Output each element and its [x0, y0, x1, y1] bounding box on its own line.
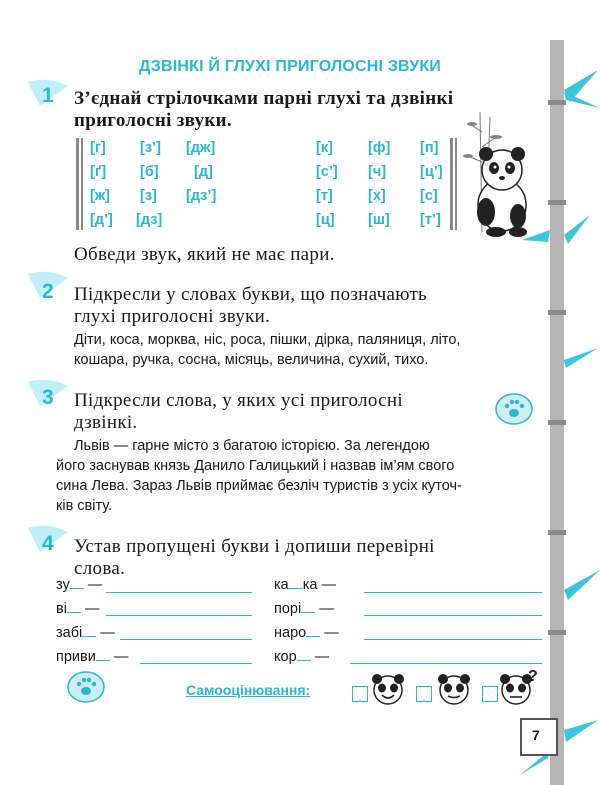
task-2-title-line2: глухі приголосні звуки.: [74, 306, 271, 327]
word-row: [56, 598, 99, 617]
task-3-text-line1: Львів — гарне місто з багатою історією. За легендою: [74, 438, 430, 454]
sound: [ш]: [368, 212, 390, 228]
letter-blank[interactable]: [306, 622, 320, 637]
sound: [к]: [316, 140, 333, 156]
task-2-number: 2: [42, 280, 54, 303]
dash: —: [324, 625, 339, 641]
sound: [д’]: [90, 212, 113, 228]
task-1-title-line1: З’єднай стрілочками парні глухі та дзвінкі: [74, 88, 454, 109]
letter-blank[interactable]: [70, 574, 84, 589]
sound: [з]: [140, 188, 157, 204]
dash: —: [87, 577, 103, 593]
dash: —: [100, 625, 115, 641]
sound: [ф]: [368, 140, 391, 156]
sound: [дж]: [186, 140, 216, 156]
answer-line[interactable]: [140, 663, 252, 664]
dash: —: [319, 601, 334, 617]
word-row: [274, 574, 336, 593]
word-end: ка: [302, 577, 318, 593]
sound: [б]: [140, 164, 159, 180]
panda-bamboo-icon: [460, 112, 530, 237]
sound: [ц’]: [420, 164, 443, 180]
answer-line[interactable]: [120, 639, 252, 640]
sound: [с]: [420, 188, 438, 204]
self-assessment-label: Самооцінювання:: [186, 682, 311, 698]
task-3-text-line4: ків світу.: [56, 498, 113, 514]
panda-neutral-icon: [434, 672, 474, 706]
word-row: [274, 622, 339, 641]
task-4-title-line2: слова.: [74, 558, 126, 579]
task-3-title-line1: Підкресли слова, у яких усі приголосні: [74, 390, 403, 411]
word-row: [56, 574, 102, 593]
sound: [х]: [368, 188, 386, 204]
right-bracket: [450, 138, 453, 230]
dash: —: [84, 601, 100, 617]
sound: [г]: [90, 140, 106, 156]
letter-blank[interactable]: [82, 622, 96, 637]
word-row: [274, 598, 334, 617]
answer-line[interactable]: [106, 592, 252, 593]
sound: [с’]: [316, 164, 338, 180]
word-row: [56, 622, 115, 641]
sound: [т’]: [420, 212, 441, 228]
task-3-text-line3: сина Лева. Зараз Львів приймає безліч туристів з усіх куточ-: [56, 478, 462, 494]
task-3-text-line2: його заснував князь Данило Галицький і назвав ім’ям свого: [56, 458, 455, 474]
sound: [дз]: [136, 212, 163, 228]
right-bracket-inner: [455, 138, 457, 230]
self-assessment-checkbox[interactable]: [416, 686, 432, 702]
letter-blank[interactable]: [301, 598, 315, 613]
dash: —: [314, 649, 330, 665]
word-start: ка: [274, 577, 289, 593]
task-3-title-line2: дзвінкі.: [74, 412, 138, 433]
left-bracket-inner: [81, 138, 83, 230]
sound: [ж]: [90, 188, 110, 204]
word-start: наро: [274, 625, 307, 641]
word-row: [56, 646, 128, 665]
letter-blank[interactable]: [297, 646, 311, 661]
letter-blank[interactable]: [96, 646, 110, 661]
answer-line[interactable]: [364, 615, 542, 616]
word-start: порі: [274, 601, 302, 617]
answer-line[interactable]: [364, 639, 542, 640]
self-assessment-checkbox[interactable]: [352, 686, 368, 702]
task-4-title-line1: Устав пропущені букви і допиши перевірні: [74, 536, 435, 557]
sound: [д]: [194, 164, 213, 180]
sound: [ґ]: [90, 164, 107, 180]
word-start: забі: [56, 625, 83, 641]
task-1-title-line2: приголосні звуки.: [74, 110, 232, 131]
dash: —: [113, 649, 129, 665]
self-assessment-checkbox[interactable]: [482, 686, 498, 702]
paw-icon: [494, 392, 534, 426]
sound: [дз’]: [186, 188, 217, 204]
word-start: приви: [56, 649, 96, 665]
paw-icon: [66, 670, 106, 704]
task-2-title-line1: Підкресли у словах букви, що позначають: [74, 284, 428, 305]
sound: [т]: [316, 188, 333, 204]
letter-blank[interactable]: [67, 598, 81, 613]
sound: [п]: [420, 140, 439, 156]
question-mark: ?: [528, 668, 538, 685]
task-1-number: 1: [42, 84, 54, 107]
answer-line[interactable]: [106, 615, 252, 616]
panda-happy-icon: [368, 672, 408, 706]
answer-line[interactable]: [350, 663, 542, 664]
word-start: зу: [56, 577, 70, 593]
answer-line[interactable]: [364, 592, 542, 593]
task-2-text-line2: кошара, ручка, сосна, місяць, величина, сухий, тихо.: [74, 352, 429, 368]
word-start: кор: [274, 649, 297, 665]
letter-blank[interactable]: [289, 574, 303, 589]
page-number: 7: [532, 727, 540, 743]
task-4-number: 4: [42, 532, 54, 555]
word-start: ві: [56, 601, 67, 617]
sound: [ц]: [316, 212, 335, 228]
left-bracket: [76, 138, 79, 230]
dash: —: [321, 577, 336, 593]
task-2-text-line1: Діти, коса, морква, ніс, роса, пішки, дірка, паляниця, літо,: [74, 332, 461, 348]
sound: [ч]: [368, 164, 387, 180]
task-1-footer: Обведи звук, який не має пари.: [74, 244, 335, 265]
word-row: [274, 646, 329, 665]
task-3-number: 3: [42, 386, 54, 409]
sound: [з’]: [140, 140, 161, 156]
page-title: ДЗВІНКІ Й ГЛУХІ ПРИГОЛОСНІ ЗВУКИ: [138, 58, 442, 75]
